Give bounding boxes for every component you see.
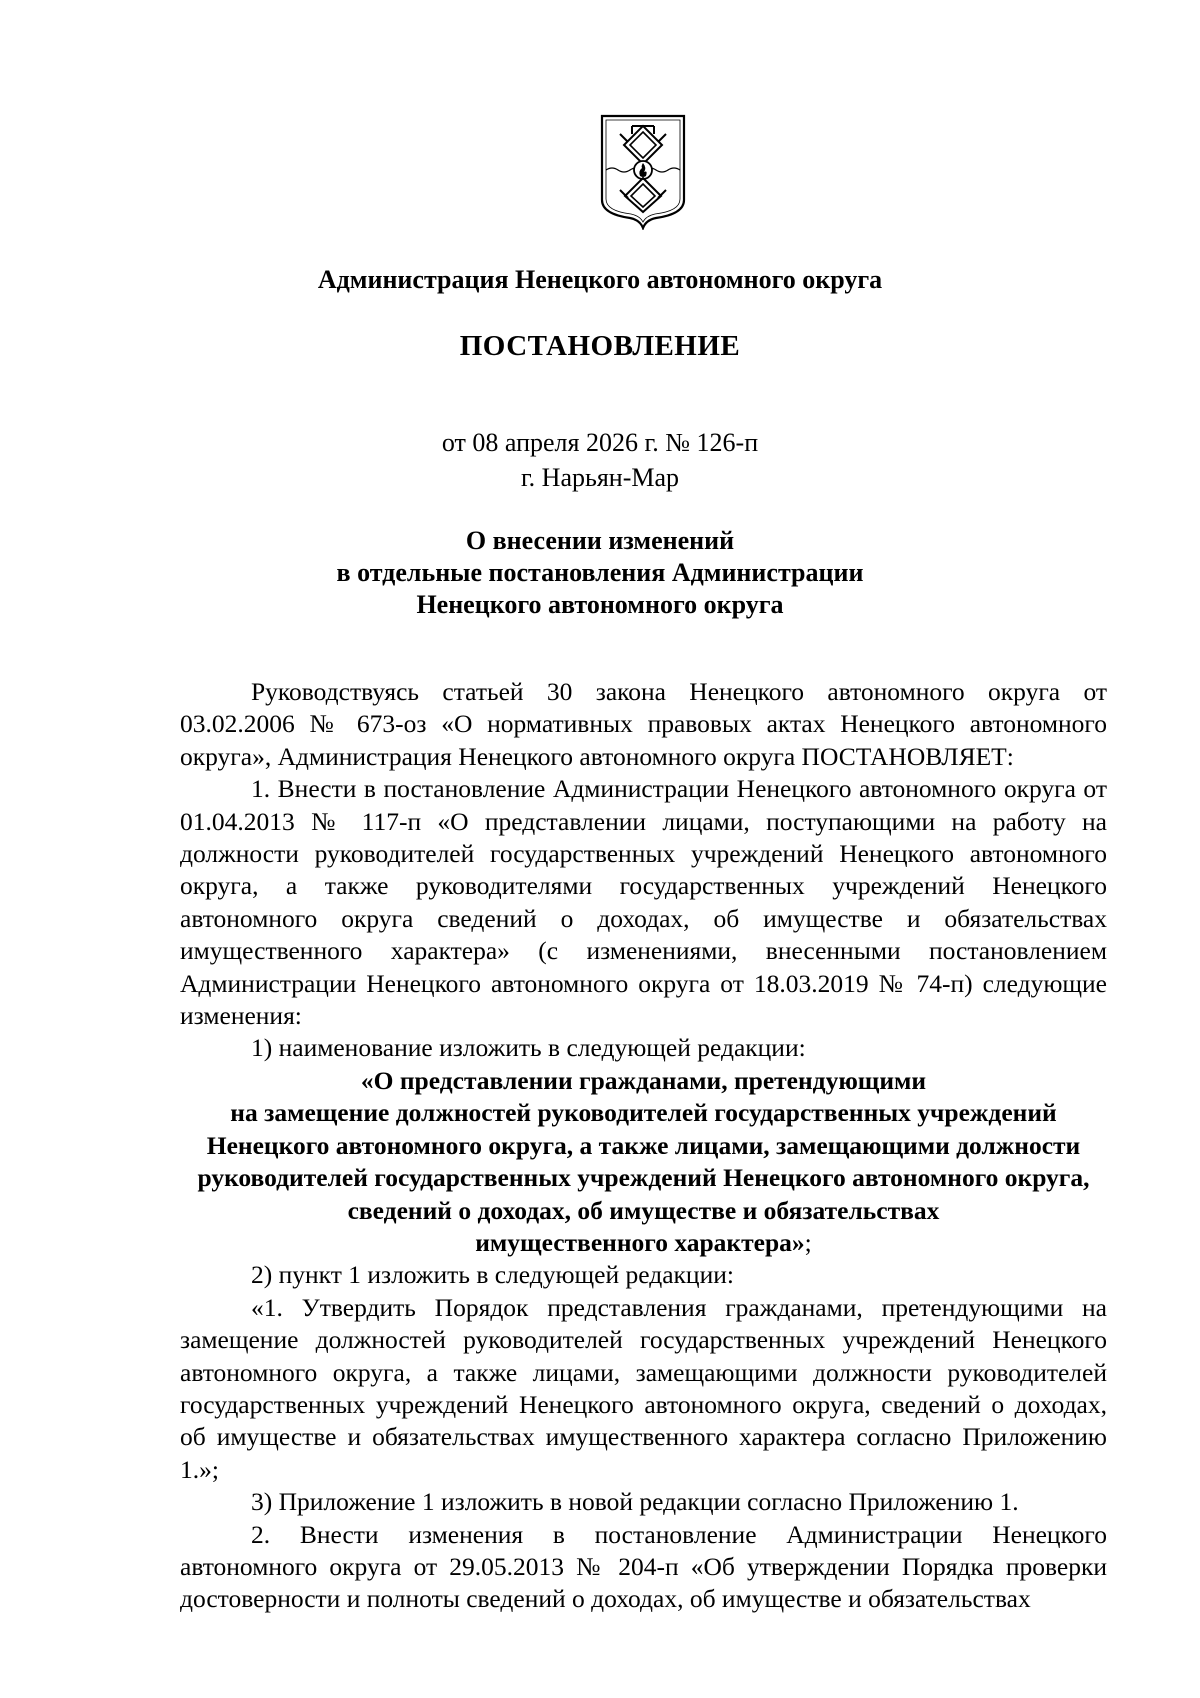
item-1-subitem-3: 3) Приложение 1 изложить в новой редакции согласно Приложению 1. bbox=[251, 1487, 1019, 1517]
document-type: ПОСТАНОВЛЕНИЕ bbox=[459, 330, 741, 362]
new-name-line: на замещение должностей руководителей государственных учреждений bbox=[230, 1098, 1057, 1128]
new-name-line: руководителей государственных учреждений Ненецкого автономного округа, bbox=[197, 1163, 1090, 1193]
item-1-paragraph: 1. Внести в постановление Администрации Ненецкого автономного округа от 01.04.2013 № 117-п «О представлении лицами, поступающими на работу на должности руководителей государственных учреждений Ненецкого автономного округа, а также руководителями государственных учреждений Ненецкого автономного округа сведений о доходах, об имуществе и обязательствах имущественного характера» (с изменениями, внесенными постановлением Администрации Ненецкого автономного округа от 18.03.2019 № 74-п) следующие изменения: bbox=[180, 774, 1107, 1031]
title-line: Ненецкого автономного округа bbox=[416, 590, 784, 619]
organization-name: Администрация Ненецкого автономного округа bbox=[317, 265, 883, 294]
preamble-paragraph: Руководствуясь статьей 30 закона Ненецкого автономного округа от 03.02.2006 № 673-оз «О нормативных правовых актах Ненецкого автономного округа», Администрация Ненецкого автономного округа ПОСТАНОВЛЯЕТ: bbox=[180, 677, 1107, 771]
document-place: г. Нарьян-Мар bbox=[520, 463, 680, 492]
new-name-block bbox=[180, 1065, 1107, 1259]
new-name-line: сведений о доходах, об имуществе и обязательствах bbox=[347, 1195, 940, 1225]
document-date-number: от 08 апреля 2026 г. № 126-п bbox=[441, 428, 759, 457]
item-1-subitem-1: 1) наименование изложить в следующей редакции: bbox=[251, 1033, 806, 1063]
title-line: в отдельные постановления Администрации bbox=[336, 558, 864, 587]
item-1-subitem-2: 2) пункт 1 изложить в следующей редакции: bbox=[251, 1260, 734, 1290]
new-name-line: «О представлении гражданами, претендующими bbox=[360, 1065, 927, 1095]
document-body bbox=[180, 676, 1107, 1616]
new-name-line: Ненецкого автономного округа, а также лицами, замещающими должности bbox=[206, 1130, 1081, 1160]
item-2-paragraph: 2. Внести изменения в постановление Администрации Ненецкого автономного округа от 29.05.2013 № 204-п «Об утверждении Порядка проверки достоверности и полноты сведений о доходах, об имуществе и обязательствах bbox=[180, 1519, 1107, 1614]
item-1-subitem-2-text: «1. Утвердить Порядок представления гражданами, претендующими на замещение должностей руководителей государственных учреждений Ненецкого автономного округа, а также лицами, замещающими должности руководителей государственных учреждений Ненецкого автономного округа, сведений о доходах, об имуществе и обязательствах имущественного характера согласно Приложению 1.»; bbox=[180, 1292, 1107, 1484]
title-line: О внесении изменений bbox=[465, 526, 735, 555]
document-title bbox=[0, 525, 1200, 621]
new-name-tail: ; bbox=[804, 1227, 812, 1257]
new-name-line: имущественного характера» bbox=[475, 1227, 805, 1257]
coat-of-arms-icon bbox=[598, 112, 688, 230]
